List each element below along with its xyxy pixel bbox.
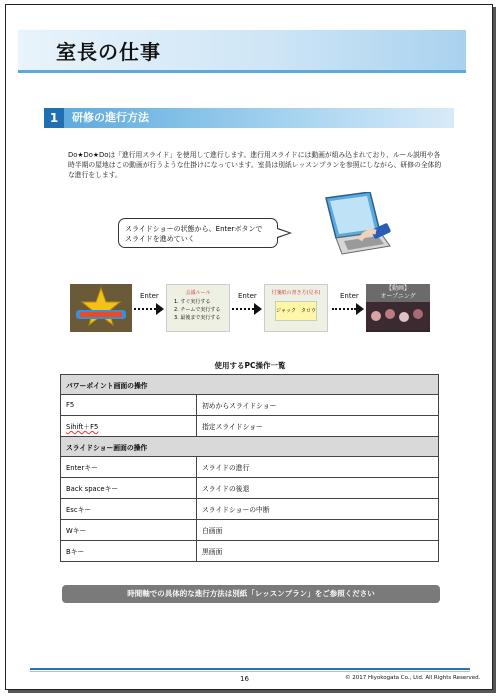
group-heading-slideshow: スライドショー画面の操作 [61,437,439,457]
footer-rule-light [30,671,470,672]
flow-slide-sticky-note [264,284,328,332]
op-key: Back spaceキー [61,478,197,499]
section-header [44,108,454,128]
crowd-photo-icon [366,302,430,330]
bubble-line-1: スライドショーの状態から、Enterボタンで [125,225,263,233]
op-key: F5 [61,395,197,416]
op-key: Bキー [61,541,197,562]
table-row [61,478,439,499]
bubble-line-2: スライドを進めていく [125,235,195,243]
copyright: © 2017 Hiyokogata Co., Ltd. All Rights Reserved. [345,675,481,681]
enter-label-1: Enter [140,292,159,300]
op-key: Wキー [61,520,197,541]
table-row [61,499,439,520]
flow-slide-opening-video [366,284,430,332]
op-desc: スライドショーの中断 [197,499,439,520]
op-key: Enterキー [61,457,197,478]
page-number: 16 [240,675,249,683]
table-group-header [61,375,439,395]
flow-arrow-1 [134,308,156,310]
lesson-plan-note: 時間軸での具体的な進行方法は別紙「レッスンプラン」をご参照ください [62,585,440,603]
flow-arrow-2 [232,308,254,310]
table-row [61,395,439,416]
op-desc: スライドの後退 [197,478,439,499]
table-group-header [61,437,439,457]
section-number: 1 [44,108,64,128]
slide4-label-1: 【動画】 [385,285,410,292]
enter-label-3: Enter [340,292,359,300]
slide3-title: 付箋紙の書き方(見本) [271,290,321,296]
op-desc: 初めからスライドショー [197,395,439,416]
bubble-tail-fill [277,229,289,237]
slide2-item-1: 1. すぐ実行する [174,299,211,305]
enter-label-2: Enter [238,292,257,300]
section-title: 研修の進行方法 [72,111,149,124]
table-row [61,416,439,437]
slide2-title: 会議ルール [185,290,211,296]
arrow-right-icon [356,303,364,315]
flow-slide-title-logo [70,284,132,332]
op-key: Escキー [61,499,197,520]
speech-bubble [118,218,278,248]
table-row [61,520,439,541]
table-row [61,457,439,478]
intro-paragraph: Do★Do★Doは「進行用スライド」を使用して進行します。進行用スライドには動画が組み込まれており、ルール説明や各時半期の屋地はこの動画が行うような仕掛けになっています。室員は別紙レッスンプランを参照にしながら、研修の全体的な進行をします。 [68,151,442,179]
slide2-list [167,296,229,322]
laptop-icon [308,192,393,262]
arrow-right-icon [156,303,164,315]
table-row [61,541,439,562]
op-key: Sihift＋F5 [61,416,197,437]
op-desc: 指定スライドショー [197,416,439,437]
slide2-item-3: 3. 最後まで実行する [174,315,221,321]
op-desc: スライドの進行 [197,457,439,478]
arrow-right-icon [254,303,262,315]
footer-rule [30,668,470,670]
flow-slide-rules [166,284,230,332]
page-title: 室長の仕事 [56,40,161,64]
table-caption: 使用するPC操作一覧 [214,361,286,370]
flow-arrow-3 [332,308,356,310]
slide4-label [366,284,430,302]
op-desc: 白画面 [197,520,439,541]
pc-operations-table [60,374,439,562]
slide3-sample: ジャック タロウ [275,301,317,321]
slide4-label-2: オープニング [380,293,416,300]
op-desc: 黒画面 [197,541,439,562]
dodo-logo-icon [70,284,132,332]
slide2-item-2: 2. チームで実行する [174,307,221,313]
group-heading-powerpoint: パワーポイント画面の操作 [61,375,439,395]
